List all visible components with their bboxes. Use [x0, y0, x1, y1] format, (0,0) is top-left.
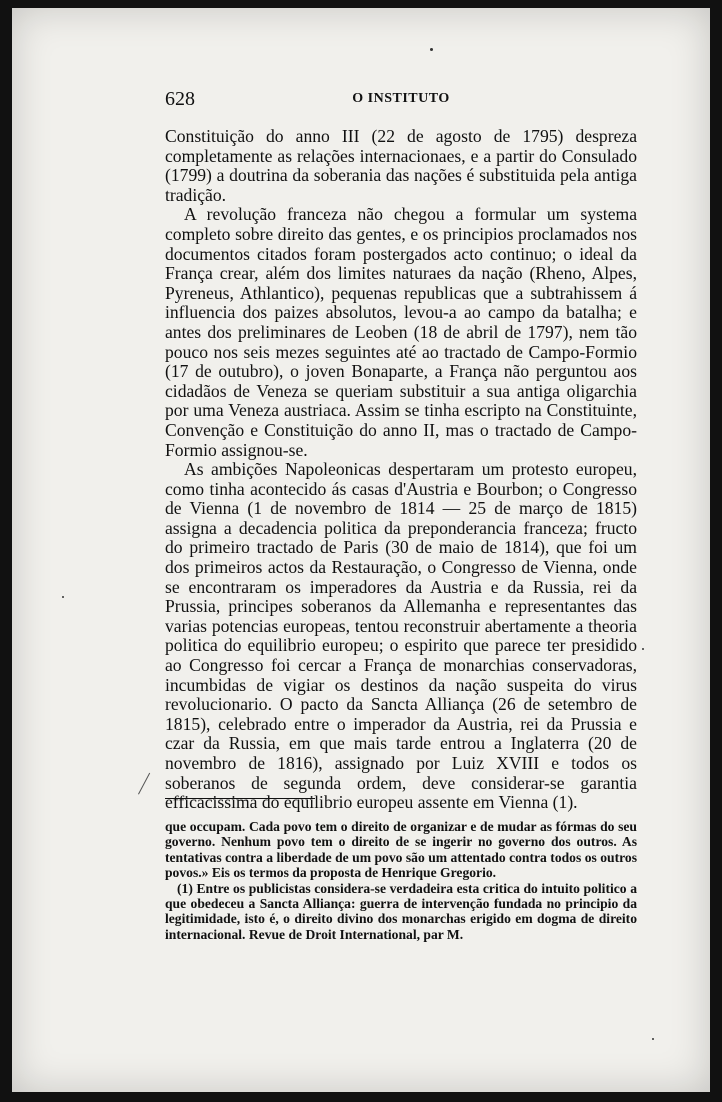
body-paragraph: A revolução franceza não chegou a formular um systema completo sobre direito das gentes, e os principios proclamados nos documentos citados foram postergados acto continuo; o ideal da França crear, além dos limites naturaes da nação (Rheno, Alpes, Pyreneus, Athlantico), pequenas republicas que a subtrahissem á influencia dos paizes absolutos, levou-a ao campo da batalha; e antes dos preliminares de Leoben (18 de abril de 1797), nem tão pouco nos seis mezes seguintes até ao tractado de Campo-Formio (17 de outubro), o joven Bonaparte, a França não perguntou aos cidadãos de Veneza se queriam substituir a sua antiga oligarchia por uma Veneza austriaca. Assim se tinha escripto na Constituinte, Convenção e Constituição do anno II, mas o tractado de Campo-Formio assignou-se.: [165, 204, 637, 460]
running-title: O INSTITUTO: [352, 91, 450, 106]
footnote-separator: [165, 798, 315, 799]
footnote-continuation: que occupam. Cada povo tem o direito de organizar e de mudar as fórmas do seu governo. Nenhum povo tem o direito de se ingerir no governo dos outros. As tentativas contra a liberdade de um povo são um attentado contra todos os outros povos.» Eis os termos da proposta de Henrique Gregorio.: [165, 819, 637, 881]
page-number: 628: [165, 88, 195, 110]
scan-speck: [430, 48, 433, 51]
body-paragraph: Constituição do anno III (22 de agosto de 1795) despreza completamente as relações internacionaes, e a partir do Consulado (1799) a doutrina da soberania das nações é substituida pela antiga tradição.: [165, 126, 637, 205]
scan-speck: [642, 648, 644, 650]
footnote: (1) Entre os publicistas considera-se verdadeira esta critica do intuito politico a que obedeceu a Sancta Alliança: guerra de intervenção fundada no principio da legitimidade, isto é, o direito divino dos monarchas erigido em dogma de direito internacional. Revue de Droit International, par M.: [165, 880, 637, 942]
footnotes: [165, 819, 637, 942]
page-header: [165, 88, 637, 112]
body-paragraph: As ambições Napoleonicas despertaram um protesto europeu, como tinha acontecido ás casas d'Austria e Bourbon; o Congresso de Vienna (1 de novembro de 1814 — 25 de março de 1815) assigna a decadencia politica da preponderancia franceza; fructo do primeiro tractado de Paris (30 de maio de 1814), que foi um dos primeiros actos da Restauração, o Congresso de Vienna, onde se encontraram os imperadores da Austria e da Russia, rei da Prussia, principes soberanos da Allemanha e representantes das varias potencias europeas, tentou reconstruir abertamente a theoria politica do equilibrio europeu; o espirito que parece ter presidido ao Congresso foi cercar a França de monarchias conservadoras, incumbidas de vigiar os destinos da nação suspeita do virus revolucionario. O pacto da Sancta Alliança (26 de setembro de 1815), celebrado entre o imperador da Austria, rei da Prussia e czar da Russia, em que mais tarde entrou a Inglaterra (20 de novembro de 1816), assignado por Luiz XVIII e todos os soberanos de segunda ordem, deve considerar-se garantia efficacissima do equilibrio europeu assente em Vienna (1).: [165, 459, 637, 813]
scan-speck: [62, 596, 64, 598]
body-text: [165, 127, 637, 813]
scan-speck: [652, 1038, 654, 1040]
scan-mark: [138, 773, 150, 795]
